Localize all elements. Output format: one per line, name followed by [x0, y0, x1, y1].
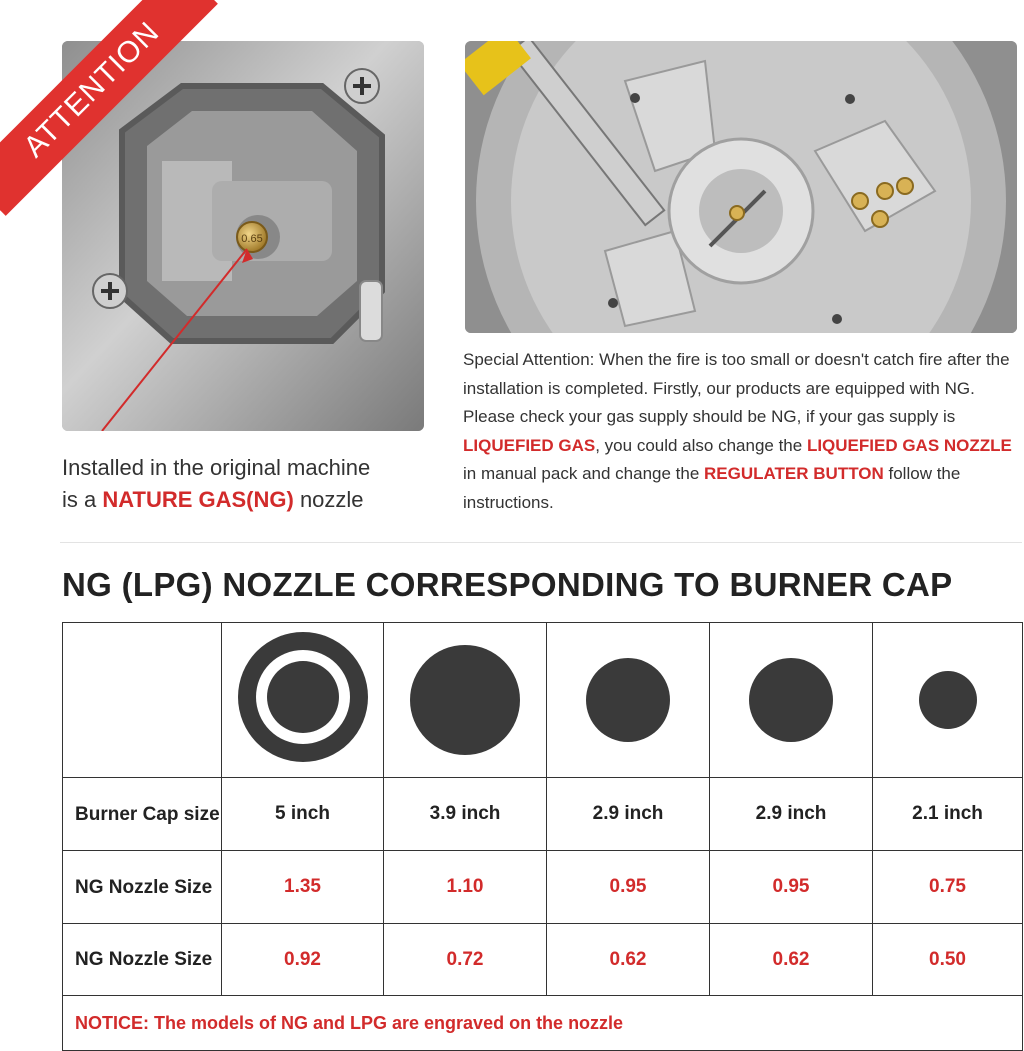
table-cell: 1.10 [384, 851, 547, 924]
row-label-burner-cap-size: Burner Cap size [63, 778, 222, 851]
caption-prefix: is a [62, 487, 103, 512]
table-cell: 0.62 [710, 924, 873, 996]
installed-nozzle-caption [62, 452, 370, 516]
burner-cap-icon [749, 658, 833, 742]
table-cell: 0.95 [547, 851, 710, 924]
table-cell: 0.50 [873, 924, 1023, 996]
burner-cap-3-9in-image [384, 623, 547, 778]
row-label-ng-nozzle-size: NG Nozzle Size [63, 924, 222, 996]
igniter-icon [360, 281, 382, 341]
table-cell: 2.9 inch [547, 778, 710, 851]
table-row [63, 924, 1023, 996]
brass-nozzle [237, 222, 267, 252]
notice-text: NOTICE: The models of NG and LPG are engraved on the nozzle [63, 996, 1023, 1051]
table-cell: 0.72 [384, 924, 547, 996]
burner-cap-5in-image [222, 623, 384, 778]
burner-cap-2-9in-image [547, 623, 710, 778]
caption-line-1: Installed in the original machine [62, 455, 371, 480]
table-cell: 5 inch [222, 778, 384, 851]
special-text-part: in manual pack and change the [463, 464, 705, 483]
table-row [63, 851, 1023, 924]
special-attention-text [463, 346, 1013, 517]
special-text-part: follow the instructions. [463, 464, 961, 512]
table-cell: 2.9 inch [710, 778, 873, 851]
table-row [63, 996, 1023, 1051]
burner-cap-icon [919, 671, 977, 729]
nozzle-size-table [62, 622, 1023, 1051]
caption-line-2 [62, 484, 370, 516]
attention-ribbon [0, 0, 220, 220]
table-cell: 0.92 [222, 924, 384, 996]
burner-cap-2-9in-image [710, 623, 873, 778]
table-row [63, 778, 1023, 851]
nature-gas-highlight: NATURE GAS(NG) [102, 487, 294, 512]
liquefied-gas-highlight: LIQUEFIED GAS [463, 435, 596, 455]
table-cell: 2.1 inch [873, 778, 1023, 851]
regulater-button-highlight: REGULATER BUTTON [704, 464, 884, 483]
attention-ribbon-label: ATTENTION [0, 0, 218, 216]
table-cell: 0.62 [547, 924, 710, 996]
row-label-ng-nozzle-size: NG Nozzle Size [63, 851, 222, 924]
nozzle-engraving: 0.65 [241, 233, 263, 245]
nozzle-replacement-illustration [465, 41, 1017, 333]
burner-cap-icon [410, 645, 520, 755]
special-text-part: Special Attention: When the fire is too small or doesn't catch fire after the installation is completed. Firstly, our products are equipped with NG. Please check your gas supply should be NG, if your gas supply is [463, 350, 1010, 426]
burner-cap-2-1in-image [873, 623, 1023, 778]
burner-cap-icon [237, 631, 369, 763]
section-divider [60, 542, 1022, 543]
table-cell: 3.9 inch [384, 778, 547, 851]
table-row [63, 623, 1023, 778]
table-cell: 1.35 [222, 851, 384, 924]
table-cell: 0.75 [873, 851, 1023, 924]
burner-cap-icon [586, 658, 670, 742]
nozzle-replacement-photo [465, 41, 1017, 333]
table-cell: 0.95 [710, 851, 873, 924]
caption-suffix: nozzle [293, 487, 364, 512]
liquefied-gas-nozzle-highlight: LIQUEFIED GAS NOZZLE [806, 435, 1012, 455]
empty-header-cell [63, 623, 222, 778]
special-text-part: , you could also change the [595, 435, 807, 455]
table-heading: NG (LPG) NOZZLE CORRESPONDING TO BURNER CAP [62, 566, 953, 603]
